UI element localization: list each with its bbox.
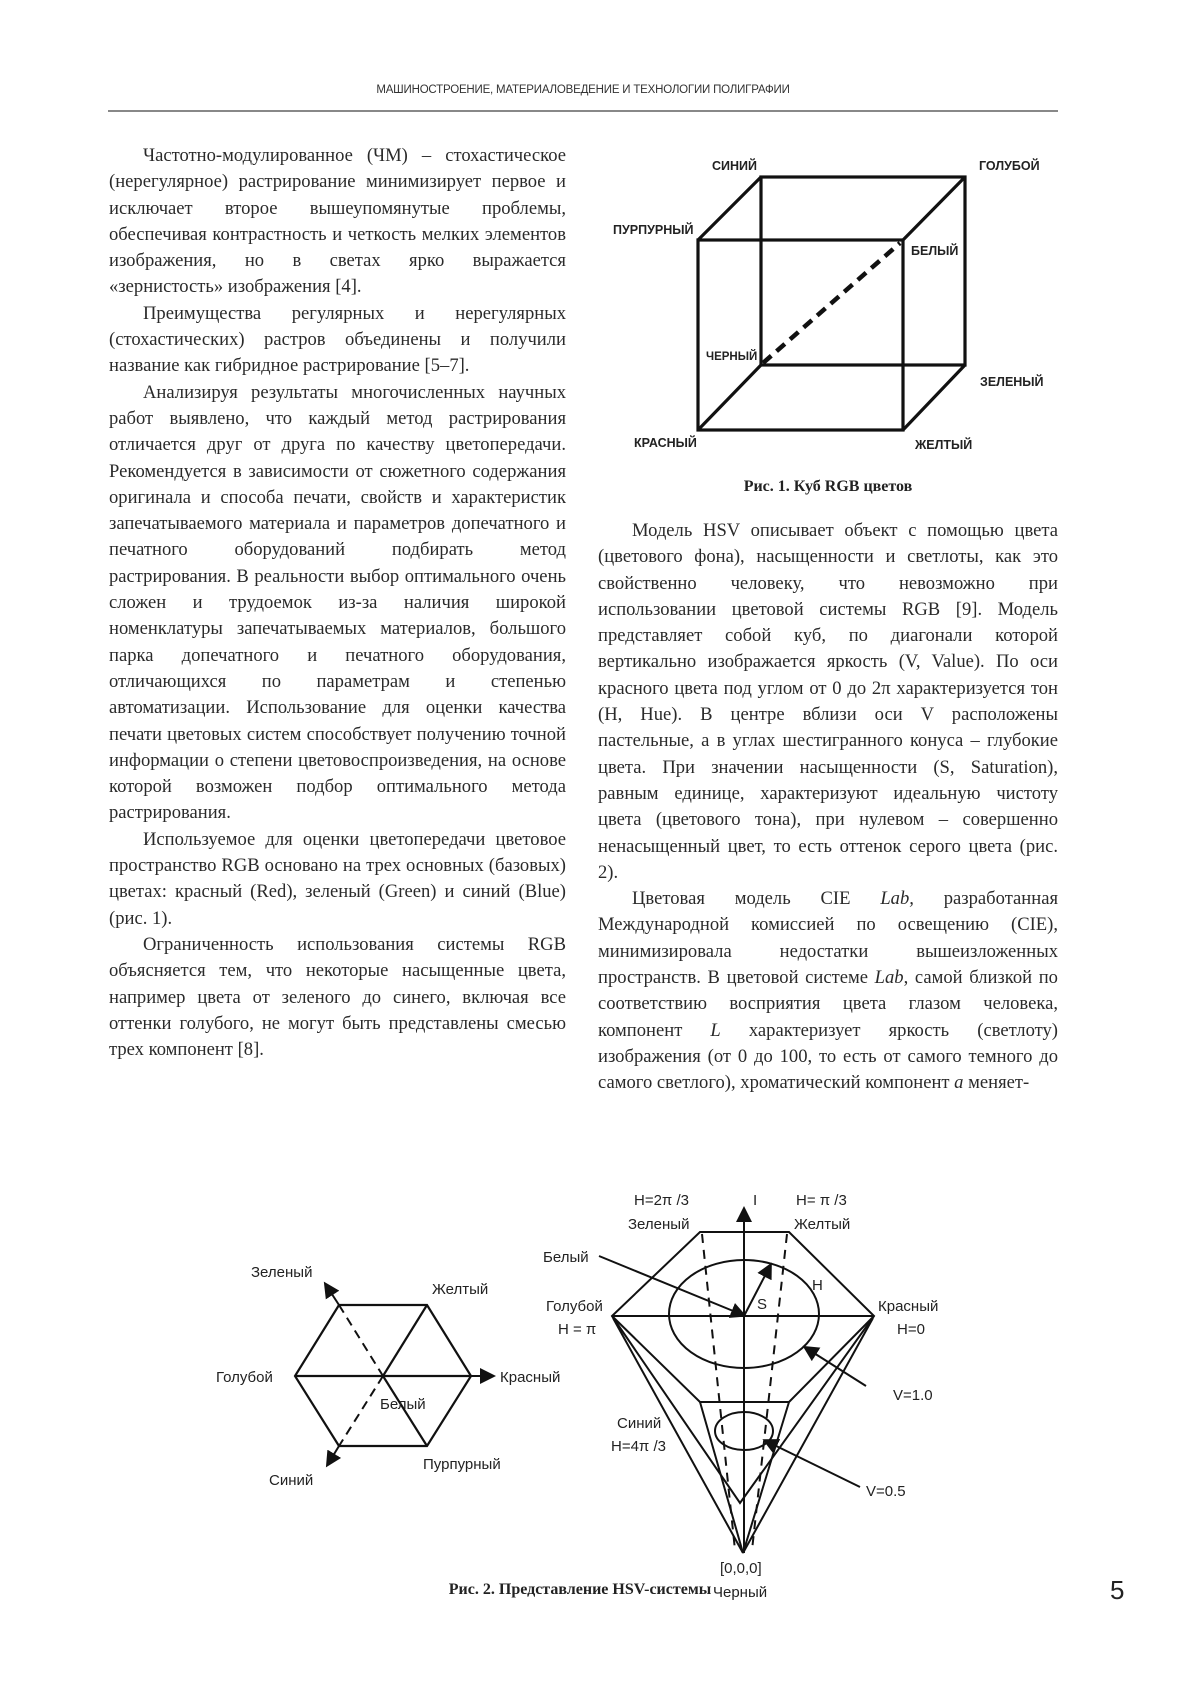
hexagon-axes <box>326 1285 492 1464</box>
label-white: БЕЛЫЙ <box>911 244 959 258</box>
figure2-caption: Рис. 2. Представление HSV-системы <box>448 1581 712 1598</box>
label-yellow: ЖЕЛТЫЙ <box>915 438 973 452</box>
hex-label-blue: Синий <box>269 1472 314 1489</box>
paragraph: Преимущества регулярных и нерегулярных (стохастических) растров объединены и получили название как гибридное растрирование [5–7]. <box>109 302 566 377</box>
paragraph: Частотно-модулированное (ЧМ) – стохастическое (нерегулярное) растрирование минимизирует первое и исключает второе вышеупомянутые проблемы, обеспечивая контрастность и четкость мелких элементов изображения, но в светах ярко выражается «зернистость» изображения [4]. <box>109 145 566 298</box>
label-blue: СИНИЙ <box>712 159 758 173</box>
hex-label-white: Белый <box>380 1396 426 1413</box>
paragraph: Используемое для оценки цветопередачи цветовое пространство RGB основано на трех основных (базовых) цветах: красный (Red), зеленый (Green) и синий (Blue) (рис. 1). <box>109 828 566 929</box>
cone-label-s: S <box>757 1296 768 1313</box>
cone-label-red: Красный <box>878 1298 939 1315</box>
cone-label-white: Белый <box>543 1249 589 1266</box>
cone-label-blue: Синий <box>617 1415 662 1432</box>
cone-label-red-h: H=0 <box>897 1321 925 1338</box>
paragraph: Ограниченность использования системы RGB объясняется тем, что некоторые насыщенные цвета, например цвета от зеленого до синего, включая все оттенки голубого, не могут быть представлены смесью трех компонент [8]. <box>109 933 566 1061</box>
cone-labels <box>543 1192 938 1601</box>
paragraph: Цветовая модель CIE Lab, разработанная Международной комиссией по освещению (CIE), минимизировала недостатки вышеизложенных пространств. В цветовой системе Lab, самой близкой по соответствию восприятия цвета глазом человека, компонент L характеризует яркость (светлоту) изображения (от 0 до 100, то есть от самого темного до самого светлого), хроматический компонент a меняет- <box>598 888 1059 1094</box>
paragraph: Модель HSV описывает объект с помощью цвета (цветового фона), насыщенности и светлоты, как это свойственно человеку, что невозможно при использовании цветовой системы RGB [9]. Модель представляет собой куб, по диагонали которой вертикально изображается яркость (V, Value). По оси красного цвета под углом от 0 до 2π характеризуется тон (H, Hue). В центре вблизи оси V расположены пастельные, а в углах шестигранного конуса – глубокие цвета. При значении насыщенности (S, Saturation), равным единице, характеризуют идеальную чистоту цвета (цветового тона), при нулевом – совершенно ненасыщенный цвет, то есть оттенок серого цвета (рис. 2). <box>598 520 1058 883</box>
hex-label-magenta: Пурпурный <box>423 1456 501 1473</box>
hex-label-red: Красный <box>500 1369 561 1386</box>
cone-label-yellow-h: H= π /3 <box>796 1192 847 1209</box>
cone-label-yellow: Желтый <box>794 1216 851 1233</box>
cone-label-origin: [0,0,0] <box>720 1560 762 1577</box>
label-cyan: ГОЛУБОЙ <box>979 159 1040 173</box>
page-number: 5 <box>1110 1575 1125 1605</box>
cone-label-black: Черный <box>713 1584 768 1601</box>
paragraph: Анализируя результаты многочисленных научных работ выявлено, что каждый метод растрирования отличается друг от друга по качеству цветопередачи. Рекомендуется в зависимости от сюжетного содержания оригинала и способа печати, свойств и характеристик запечатываемого материала и параметров допечатного и печатного оборудований подбирать метод растрирования. В реальности выбор оптимального очень сложен и трудоемок из-за наличия широкой номенклатуры запечатываемых материалов, большого парка допечатного и печатного оборудования, отличающихся по параметрам и степенью автоматизации. Использование для оценки качества печати цветовых систем способствует получению точной информации о степени цветовоспроизведения, на основе которой возможен подбор оптимального метода растрирования. <box>109 381 566 824</box>
hex-label-cyan: Голубой <box>216 1369 273 1386</box>
cone-label-axis: I <box>753 1192 758 1209</box>
hsv-cone <box>599 1210 874 1553</box>
figure1-caption: Рис. 1. Куб RGB цветов <box>743 478 913 495</box>
cone-label-v1: V=1.0 <box>893 1387 933 1404</box>
hex-label-yellow: Желтый <box>432 1281 489 1298</box>
cone-label-cyan-h: H = π <box>558 1321 597 1338</box>
label-black: ЧЕРНЫЙ <box>706 351 758 363</box>
cone-label-blue-h: H=4π /3 <box>611 1438 666 1455</box>
hex-label-green: Зеленый <box>251 1264 313 1281</box>
cone-label-green: Зеленый <box>628 1216 690 1233</box>
label-red: КРАСНЫЙ <box>634 436 697 450</box>
cone-label-green-h: H=2π /3 <box>634 1192 689 1209</box>
label-green: ЗЕЛЕНЫЙ <box>980 375 1044 389</box>
label-magenta: ПУРПУРНЫЙ <box>613 223 694 237</box>
running-head: МАШИНОСТРОЕНИЕ, МАТЕРИАЛОВЕДЕНИЕ И ТЕХНОЛОГИИ ПОЛИГРАФИИ <box>376 84 790 96</box>
cone-label-h: H <box>812 1277 823 1294</box>
cone-label-cyan: Голубой <box>546 1298 603 1315</box>
cone-label-v05: V=0.5 <box>866 1483 906 1500</box>
